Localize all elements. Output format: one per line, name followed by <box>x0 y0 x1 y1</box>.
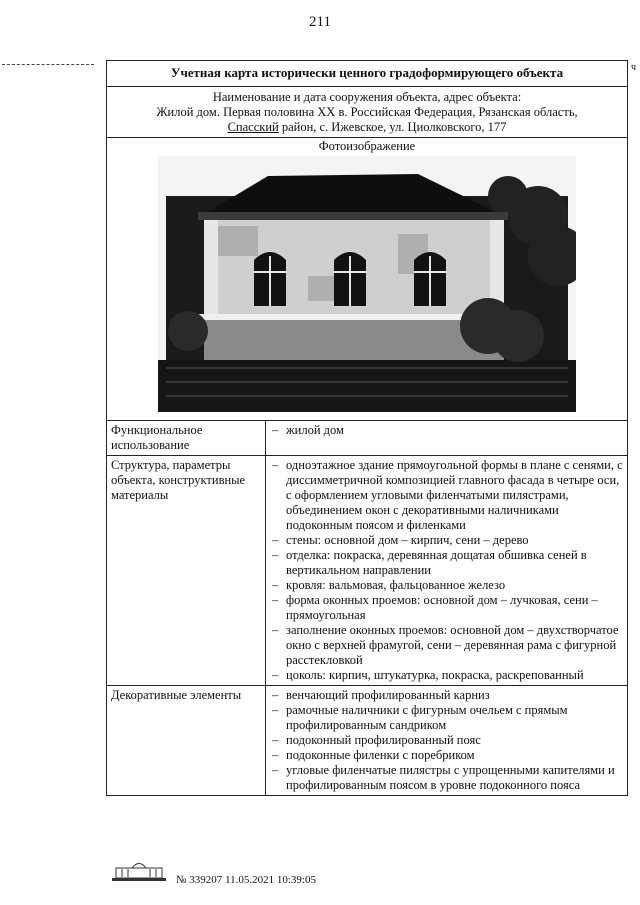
name-label: Наименование и дата сооружения объекта, адрес объекта: <box>212 90 522 104</box>
dash: – <box>272 763 279 777</box>
row-label: Структура, параметры объекта, конструктивные материалы <box>107 456 266 685</box>
list-item: – кровля: вальмовая, фальцованное железо <box>272 578 506 592</box>
row-items <box>266 686 627 795</box>
dash: – <box>272 668 279 682</box>
name-line-1: Жилой дом. Первая половина XX в. Российская Федерация, Рязанская область, <box>156 105 578 119</box>
row-structure <box>107 456 627 686</box>
address-rest: район, с. Ижевское, ул. Циолковского, 177 <box>278 120 507 134</box>
margin-scan-mark <box>2 64 94 71</box>
object-name-block <box>107 87 627 138</box>
row-label: Функциональное использование <box>107 421 266 455</box>
photo-block <box>107 138 627 421</box>
row-items <box>266 421 627 455</box>
dash: – <box>272 593 279 607</box>
row-decor <box>107 686 627 795</box>
list-item: – форма оконных проемов: основной дом – лучковая, сени – прямоугольная <box>272 593 598 622</box>
row-function <box>107 421 627 456</box>
page-number: 211 <box>309 14 331 30</box>
building-emblem-icon <box>110 858 168 884</box>
dash: – <box>272 578 279 592</box>
margin-note: ч <box>630 62 636 73</box>
photo-label: Фотоизображение <box>318 139 416 153</box>
district-name: Спасский <box>227 120 279 134</box>
dash: – <box>272 703 279 717</box>
dash: – <box>272 623 279 637</box>
list-item: – стены: основной дом – кирпич, сени – дерево <box>272 533 529 547</box>
list-item: – угловые филенчатые пилястры с упрощенными капителями и профилированным поясом в уровне подоконного пояса <box>272 763 615 792</box>
dash: – <box>272 458 279 472</box>
row-label: Декоративные элементы <box>107 686 266 795</box>
list-item: – отделка: покраска, деревянная дощатая обшивка сеней в вертикальном направлении <box>272 548 587 577</box>
document-number: № 339207 11.05.2021 10:39:05 <box>176 874 316 886</box>
list-item: – подоконные филенки с поребриком <box>272 748 475 762</box>
footer <box>110 858 410 888</box>
list-item: – заполнение оконных проемов: основной дом – двухстворчатое окно с верхней фрамугой, сени – деревянная рама с фигурной расстекловкой <box>272 623 619 667</box>
card-title: Учетная карта исторически ценного градоформирующего объекта <box>107 61 627 87</box>
list-item: – цоколь: кирпич, штукатурка, покраска, раскрепованный <box>272 668 584 682</box>
building-photo <box>158 156 576 412</box>
dash: – <box>272 533 279 547</box>
dash: – <box>272 733 279 747</box>
list-item: – рамочные наличники с фигурным очельем с прямым профилированным сандриком <box>272 703 568 732</box>
dash: – <box>272 688 279 702</box>
list-item: – подоконный профилированный пояс <box>272 733 481 747</box>
list-item: – венчающий профилированный карниз <box>272 688 490 702</box>
registration-card <box>106 60 628 796</box>
row-items <box>266 456 627 685</box>
list-item: – жилой дом <box>272 423 344 437</box>
dash: – <box>272 748 279 762</box>
name-line-2 <box>113 120 621 135</box>
list-item: – одноэтажное здание прямоугольной формы в плане с сенями, с диссимметричной композицией главного фасада в четыре оси, с оформлением угловыми филенчатыми пилястрами, объединением окон с декоративными наличниками подоконным поясом и филенками <box>272 458 623 532</box>
dash: – <box>272 423 279 437</box>
dash: – <box>272 548 279 562</box>
